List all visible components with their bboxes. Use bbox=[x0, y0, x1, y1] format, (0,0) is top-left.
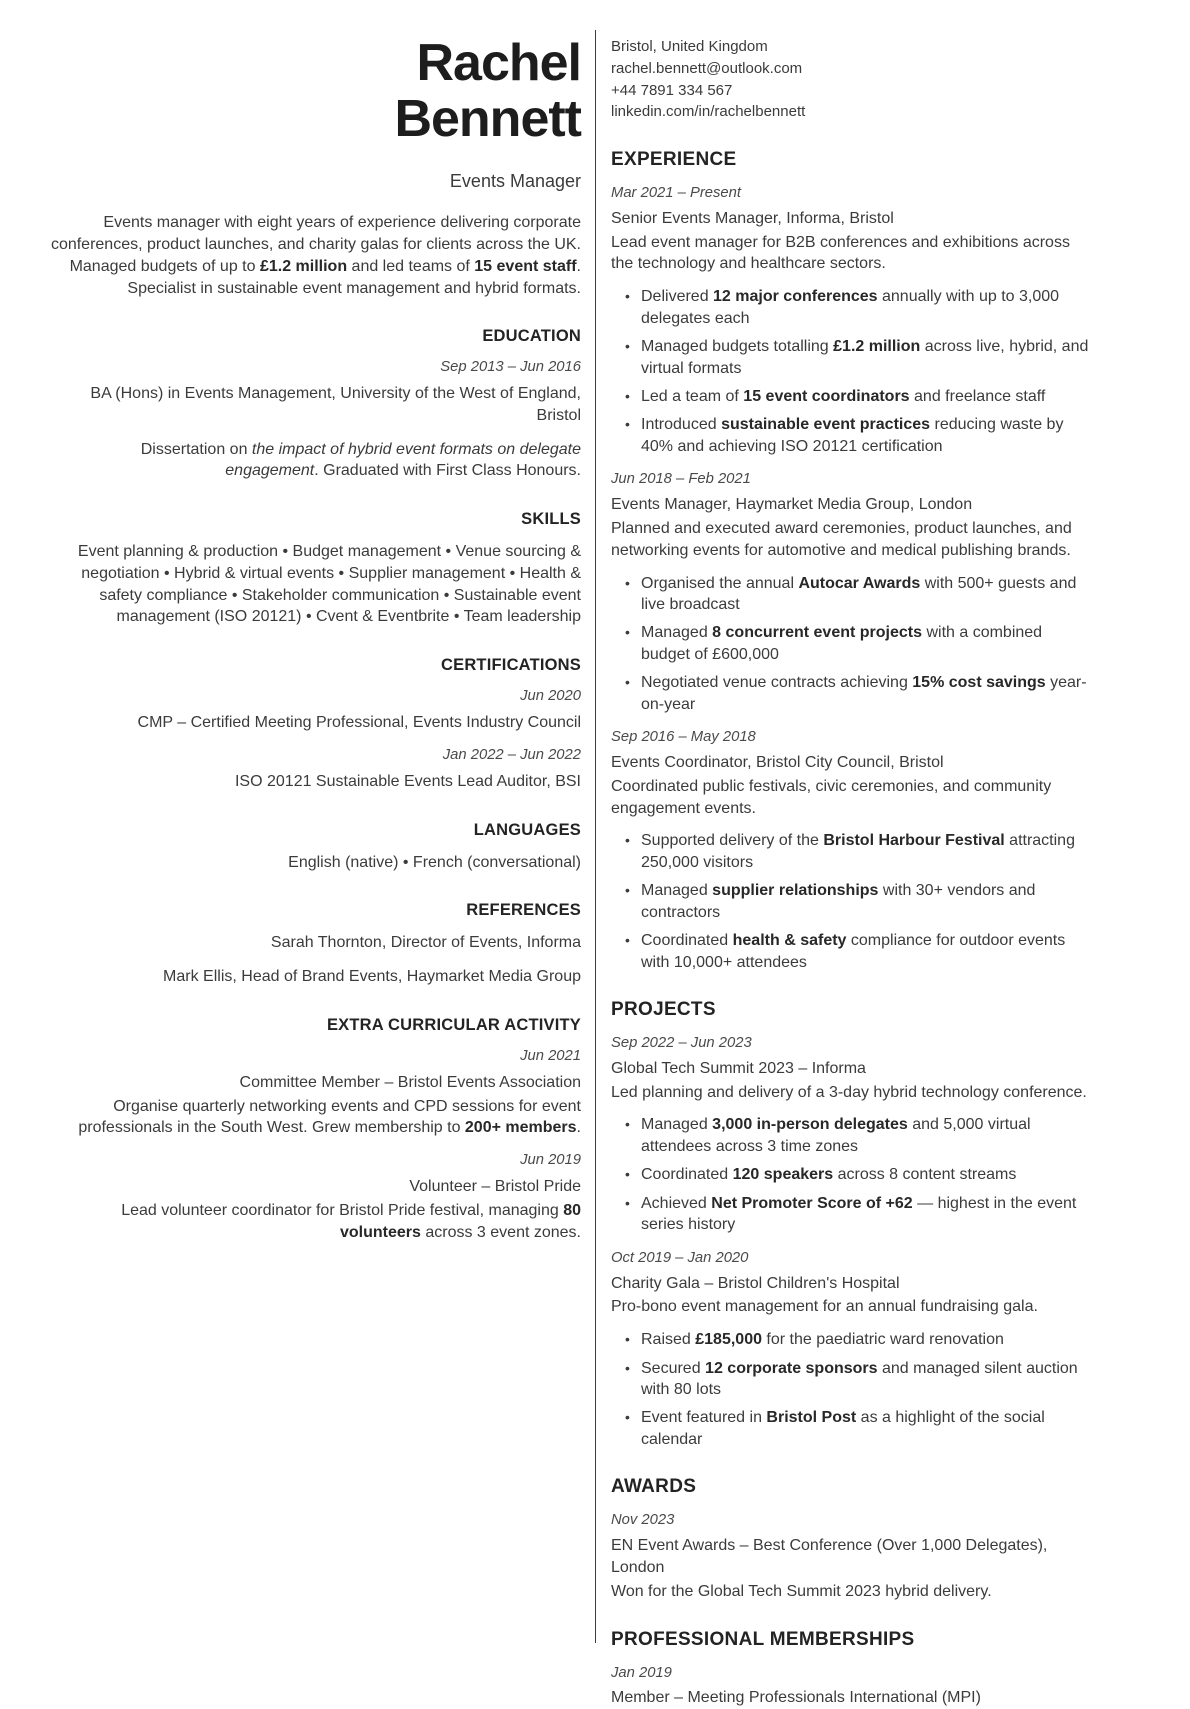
text-run: Coordinated bbox=[641, 1166, 733, 1183]
section-body bbox=[611, 184, 1089, 973]
left-column bbox=[44, 30, 581, 1709]
bullet-item bbox=[641, 1164, 1089, 1185]
text-run: Member – Meeting Professionals International (MPI) bbox=[611, 1689, 981, 1706]
text-run: Planned and executed award ceremonies, product launches, and networking events for automotive and medical publishing brands. bbox=[611, 520, 1072, 559]
entry-lines bbox=[611, 208, 1089, 275]
bold-text: £185,000 bbox=[695, 1331, 762, 1348]
entry-title bbox=[611, 1687, 1089, 1709]
text-run: Coordinated public festivals, civic ceremonies, and community engagement events. bbox=[611, 778, 1051, 817]
section-heading: EXPERIENCE bbox=[611, 149, 1089, 171]
contact-line: +44 7891 334 567 bbox=[611, 80, 1089, 102]
bullet-item bbox=[641, 414, 1089, 457]
bullet-item bbox=[641, 336, 1089, 379]
bold-text: 12 corporate sponsors bbox=[705, 1360, 878, 1377]
section-body bbox=[44, 358, 581, 482]
right-sections bbox=[611, 149, 1089, 1709]
contact-line: linkedin.com/in/rachelbennett bbox=[611, 101, 1089, 123]
entry-bullets bbox=[611, 830, 1089, 973]
contact-block bbox=[611, 36, 1089, 123]
entry-title bbox=[611, 208, 1089, 230]
resume-section bbox=[611, 999, 1089, 1450]
bullet-item bbox=[641, 622, 1089, 665]
entry-title bbox=[611, 1535, 1089, 1579]
entry-bullets bbox=[611, 1329, 1089, 1450]
entry-lines bbox=[611, 1687, 1089, 1709]
text-run: for the paediatric ward renovation bbox=[762, 1331, 1004, 1348]
entry-date: Jan 2019 bbox=[611, 1664, 1089, 1684]
resume-entry bbox=[44, 439, 581, 483]
bold-text: Autocar Awards bbox=[798, 575, 920, 592]
entry-date: Jun 2019 bbox=[44, 1151, 581, 1171]
resume-entry bbox=[44, 966, 581, 988]
contact-line: Bristol, United Kingdom bbox=[611, 36, 1089, 58]
text-run: CMP – Certified Meeting Professional, Events Industry Council bbox=[138, 714, 581, 731]
bullet-item bbox=[641, 1329, 1089, 1350]
italic-text: the impact of hybrid event formats on delegate engagement bbox=[225, 441, 581, 480]
entry-title bbox=[44, 852, 581, 874]
text-run: Won for the Global Tech Summit 2023 hybrid delivery. bbox=[611, 1583, 992, 1600]
bold-text: health & safety bbox=[733, 932, 847, 949]
entry-date: Jan 2022 – Jun 2022 bbox=[44, 746, 581, 766]
section-heading: PROJECTS bbox=[611, 999, 1089, 1021]
entry-title bbox=[44, 1072, 581, 1094]
text-run: and 5,000 virtual attendees across 3 time zones bbox=[641, 1116, 1031, 1154]
resume-section bbox=[611, 1476, 1089, 1602]
text-run: Led planning and delivery of a 3-day hybrid technology conference. bbox=[611, 1084, 1087, 1101]
bullet-item bbox=[641, 930, 1089, 973]
text-run: — highest in the event series history bbox=[641, 1195, 1076, 1233]
entry-date: Sep 2016 – May 2018 bbox=[611, 728, 1089, 748]
section-heading: AWARDS bbox=[611, 1476, 1089, 1498]
entry-title bbox=[611, 1058, 1089, 1080]
text-run: BA (Hons) in Events Management, University of the West of England, Bristol bbox=[90, 385, 581, 424]
section-body bbox=[611, 1034, 1089, 1450]
text-run: Lead event manager for B2B conferences and exhibitions across the technology and healthcare sectors. bbox=[611, 234, 1070, 273]
entry-lines bbox=[44, 541, 581, 628]
entry-lines bbox=[44, 932, 581, 954]
entry-title bbox=[44, 712, 581, 734]
text-run: Secured bbox=[641, 1360, 705, 1377]
text-run: annually with up to 3,000 delegates each bbox=[641, 288, 1059, 326]
section-body bbox=[611, 1664, 1089, 1709]
text-run: Managed bbox=[641, 882, 712, 899]
entry-bullets bbox=[611, 286, 1089, 457]
bold-text: Net Promoter Score of +62 bbox=[711, 1195, 912, 1212]
text-run: across 3 event zones. bbox=[421, 1224, 581, 1241]
text-run: Managed budgets totalling bbox=[641, 338, 833, 355]
resume-entry bbox=[611, 1034, 1089, 1236]
bold-text: Bristol Harbour Festival bbox=[823, 832, 1004, 849]
text-run: Charity Gala – Bristol Children's Hospital bbox=[611, 1275, 900, 1292]
section-body bbox=[44, 687, 581, 792]
resume-entry bbox=[44, 1047, 581, 1139]
text-run: Coordinated bbox=[641, 932, 733, 949]
resume-entry bbox=[44, 746, 581, 793]
bold-text: sustainable event practices bbox=[721, 416, 930, 433]
text-run: Supported delivery of the bbox=[641, 832, 823, 849]
entry-title bbox=[44, 771, 581, 793]
column-divider bbox=[595, 30, 596, 1643]
bold-text: 15% cost savings bbox=[912, 674, 1045, 691]
text-run: Global Tech Summit 2023 – Informa bbox=[611, 1060, 866, 1077]
person-name bbox=[44, 36, 581, 147]
bullet-item bbox=[641, 880, 1089, 923]
entry-lines bbox=[611, 1535, 1089, 1602]
entry-lines bbox=[44, 771, 581, 793]
entry-description bbox=[611, 776, 1089, 820]
person-role: Events Manager bbox=[44, 171, 581, 192]
bold-text: 8 concurrent event projects bbox=[712, 624, 922, 641]
text-run: ISO 20121 Sustainable Events Lead Auditor, BSI bbox=[235, 773, 581, 790]
bold-text: 200+ members bbox=[465, 1119, 577, 1136]
entry-lines bbox=[44, 712, 581, 734]
contact-line: rachel.bennett@outlook.com bbox=[611, 58, 1089, 80]
entry-description bbox=[611, 518, 1089, 562]
entry-title bbox=[44, 383, 581, 427]
section-heading: CERTIFICATIONS bbox=[44, 656, 581, 675]
resume-section bbox=[44, 901, 581, 988]
resume-entry bbox=[44, 358, 581, 426]
text-run: Organised the annual bbox=[641, 575, 798, 592]
entry-date: Sep 2022 – Jun 2023 bbox=[611, 1034, 1089, 1054]
text-run: . bbox=[577, 1119, 581, 1136]
resume-section bbox=[44, 656, 581, 792]
text-run: year-on-year bbox=[641, 674, 1087, 712]
text-run: Managed bbox=[641, 1116, 712, 1133]
text-run: . Graduated with First Class Honours. bbox=[314, 462, 581, 479]
text-run: Negotiated venue contracts achieving bbox=[641, 674, 912, 691]
text-run: . Specialist in sustainable event management and hybrid formats. bbox=[127, 258, 581, 297]
resume-section bbox=[44, 1016, 581, 1243]
bold-text: 12 major conferences bbox=[713, 288, 878, 305]
name-line-first: Rachel bbox=[44, 36, 581, 92]
bullet-item bbox=[641, 1358, 1089, 1401]
text-run: reducing waste by 40% and achieving ISO 20121 certification bbox=[641, 416, 1063, 454]
bullet-item bbox=[641, 1114, 1089, 1157]
text-run: Senior Events Manager, Informa, Bristol bbox=[611, 210, 894, 227]
section-body bbox=[611, 1511, 1089, 1602]
entry-lines bbox=[44, 1072, 581, 1139]
text-run: Committee Member – Bristol Events Association bbox=[240, 1074, 581, 1091]
entry-date: Sep 2013 – Jun 2016 bbox=[44, 358, 581, 378]
text-run: Pro-bono event management for an annual fundraising gala. bbox=[611, 1298, 1038, 1315]
text-run: across 8 content streams bbox=[833, 1166, 1016, 1183]
entry-title bbox=[44, 966, 581, 988]
resume-section bbox=[44, 327, 581, 482]
entry-lines bbox=[44, 852, 581, 874]
text-run: EN Event Awards – Best Conference (Over 1,000 Delegates), London bbox=[611, 1537, 1047, 1576]
bold-text: 15 event staff bbox=[474, 258, 576, 275]
bullet-item bbox=[641, 672, 1089, 715]
text-run: with a combined budget of £600,000 bbox=[641, 624, 1042, 662]
text-run: Events Manager, Haymarket Media Group, London bbox=[611, 496, 972, 513]
section-heading: EXTRA CURRICULAR ACTIVITY bbox=[44, 1016, 581, 1035]
resume-entry bbox=[611, 470, 1089, 715]
section-body bbox=[44, 932, 581, 988]
text-run: Raised bbox=[641, 1331, 695, 1348]
entry-date: Nov 2023 bbox=[611, 1511, 1089, 1531]
entry-date: Oct 2019 – Jan 2020 bbox=[611, 1249, 1089, 1269]
text-run: Events manager with eight years of experience delivering corporate conferences, product launches, and charity galas for clients across the UK. Managed budgets of up to bbox=[51, 214, 581, 275]
section-heading: SKILLS bbox=[44, 510, 581, 529]
resume-section bbox=[44, 510, 581, 628]
text-run: attracting 250,000 visitors bbox=[641, 832, 1075, 870]
entry-title bbox=[44, 541, 581, 628]
section-body bbox=[44, 852, 581, 874]
entry-date: Mar 2021 – Present bbox=[611, 184, 1089, 204]
resume-entry bbox=[44, 1151, 581, 1243]
bullet-item bbox=[641, 1193, 1089, 1236]
entry-lines bbox=[44, 439, 581, 483]
bold-text: supplier relationships bbox=[712, 882, 878, 899]
entry-description bbox=[44, 1200, 581, 1244]
text-run: with 500+ guests and live broadcast bbox=[641, 575, 1076, 613]
entry-title bbox=[611, 494, 1089, 516]
section-heading: PROFESSIONAL MEMBERSHIPS bbox=[611, 1629, 1089, 1651]
text-run: and freelance staff bbox=[910, 388, 1046, 405]
entry-description bbox=[611, 1082, 1089, 1104]
entry-lines bbox=[611, 1273, 1089, 1319]
left-sections bbox=[44, 327, 581, 1243]
section-heading: REFERENCES bbox=[44, 901, 581, 920]
bold-text: Bristol Post bbox=[766, 1409, 856, 1426]
text-run: Led a team of bbox=[641, 388, 743, 405]
entry-description bbox=[44, 1096, 581, 1140]
text-run: and led teams of bbox=[347, 258, 474, 275]
text-run: as a highlight of the social calendar bbox=[641, 1409, 1045, 1447]
text-run: compliance for outdoor events with 10,000+ attendees bbox=[641, 932, 1065, 970]
section-heading: LANGUAGES bbox=[44, 821, 581, 840]
text-run: with 30+ vendors and contractors bbox=[641, 882, 1035, 920]
entry-title bbox=[44, 439, 581, 483]
entry-title bbox=[44, 1176, 581, 1198]
bullet-item bbox=[641, 830, 1089, 873]
right-column bbox=[611, 30, 1089, 1709]
text-run: Delivered bbox=[641, 288, 713, 305]
entry-description bbox=[611, 232, 1089, 276]
entry-bullets bbox=[611, 1114, 1089, 1235]
section-body bbox=[44, 1047, 581, 1243]
text-run: and managed silent auction with 80 lots bbox=[641, 1360, 1078, 1398]
entry-title bbox=[611, 1273, 1089, 1295]
entry-lines bbox=[44, 1176, 581, 1243]
text-run: Sarah Thornton, Director of Events, Informa bbox=[271, 934, 581, 951]
bullet-item bbox=[641, 386, 1089, 407]
resume-entry bbox=[611, 1511, 1089, 1602]
entry-description bbox=[611, 1296, 1089, 1318]
text-run: Dissertation on bbox=[141, 441, 252, 458]
summary-text bbox=[44, 212, 581, 299]
entry-title bbox=[611, 752, 1089, 774]
entry-lines bbox=[611, 494, 1089, 561]
entry-date: Jun 2018 – Feb 2021 bbox=[611, 470, 1089, 490]
bold-text: 3,000 in-person delegates bbox=[712, 1116, 908, 1133]
entry-lines bbox=[611, 752, 1089, 819]
bold-text: £1.2 million bbox=[260, 258, 347, 275]
entry-lines bbox=[44, 383, 581, 427]
bullet-item bbox=[641, 1407, 1089, 1450]
text-run: Volunteer – Bristol Pride bbox=[409, 1178, 581, 1195]
entry-lines bbox=[44, 966, 581, 988]
bold-text: 120 speakers bbox=[733, 1166, 834, 1183]
resume-entry bbox=[44, 687, 581, 734]
resume-section bbox=[611, 1629, 1089, 1709]
bold-text: 80 volunteers bbox=[340, 1202, 581, 1241]
text-run: Achieved bbox=[641, 1195, 711, 1212]
resume-entry bbox=[611, 1249, 1089, 1451]
resume-entry bbox=[611, 1664, 1089, 1709]
entry-bullets bbox=[611, 573, 1089, 716]
bullet-item bbox=[641, 286, 1089, 329]
entry-lines bbox=[611, 1058, 1089, 1104]
resume-entry bbox=[611, 728, 1089, 973]
entry-description bbox=[611, 1581, 1089, 1603]
text-run: Managed bbox=[641, 624, 712, 641]
resume-entry bbox=[611, 184, 1089, 457]
resume-entry bbox=[44, 541, 581, 628]
resume-section bbox=[611, 149, 1089, 973]
entry-date: Jun 2020 bbox=[44, 687, 581, 707]
text-run: Organise quarterly networking events and CPD sessions for event professionals in the South West. Grew membership to bbox=[78, 1098, 581, 1137]
bullet-item bbox=[641, 573, 1089, 616]
text-run: Lead volunteer coordinator for Bristol Pride festival, managing bbox=[121, 1202, 563, 1219]
text-run: across live, hybrid, and virtual formats bbox=[641, 338, 1088, 376]
section-heading: EDUCATION bbox=[44, 327, 581, 346]
resume-entry bbox=[44, 852, 581, 874]
text-run: English (native) • French (conversational) bbox=[288, 854, 581, 871]
text-run: Introduced bbox=[641, 416, 721, 433]
resume-section bbox=[44, 821, 581, 874]
text-run: Mark Ellis, Head of Brand Events, Haymarket Media Group bbox=[163, 968, 581, 985]
text-run: Event featured in bbox=[641, 1409, 766, 1426]
resume-entry bbox=[44, 932, 581, 954]
bold-text: £1.2 million bbox=[833, 338, 920, 355]
text-run: Event planning & production • Budget management • Venue sourcing & negotiation • Hybrid & virtual events • Supplier management • Health & safety compliance • Stakeholder communication • Sustainable event management (ISO 20121) • Cvent & Eventbrite • Team leadership bbox=[78, 543, 581, 625]
entry-title bbox=[44, 932, 581, 954]
entry-date: Jun 2021 bbox=[44, 1047, 581, 1067]
section-body bbox=[44, 541, 581, 628]
name-line-last: Bennett bbox=[44, 92, 581, 148]
bold-text: 15 event coordinators bbox=[743, 388, 909, 405]
text-run: Events Coordinator, Bristol City Council, Bristol bbox=[611, 754, 944, 771]
